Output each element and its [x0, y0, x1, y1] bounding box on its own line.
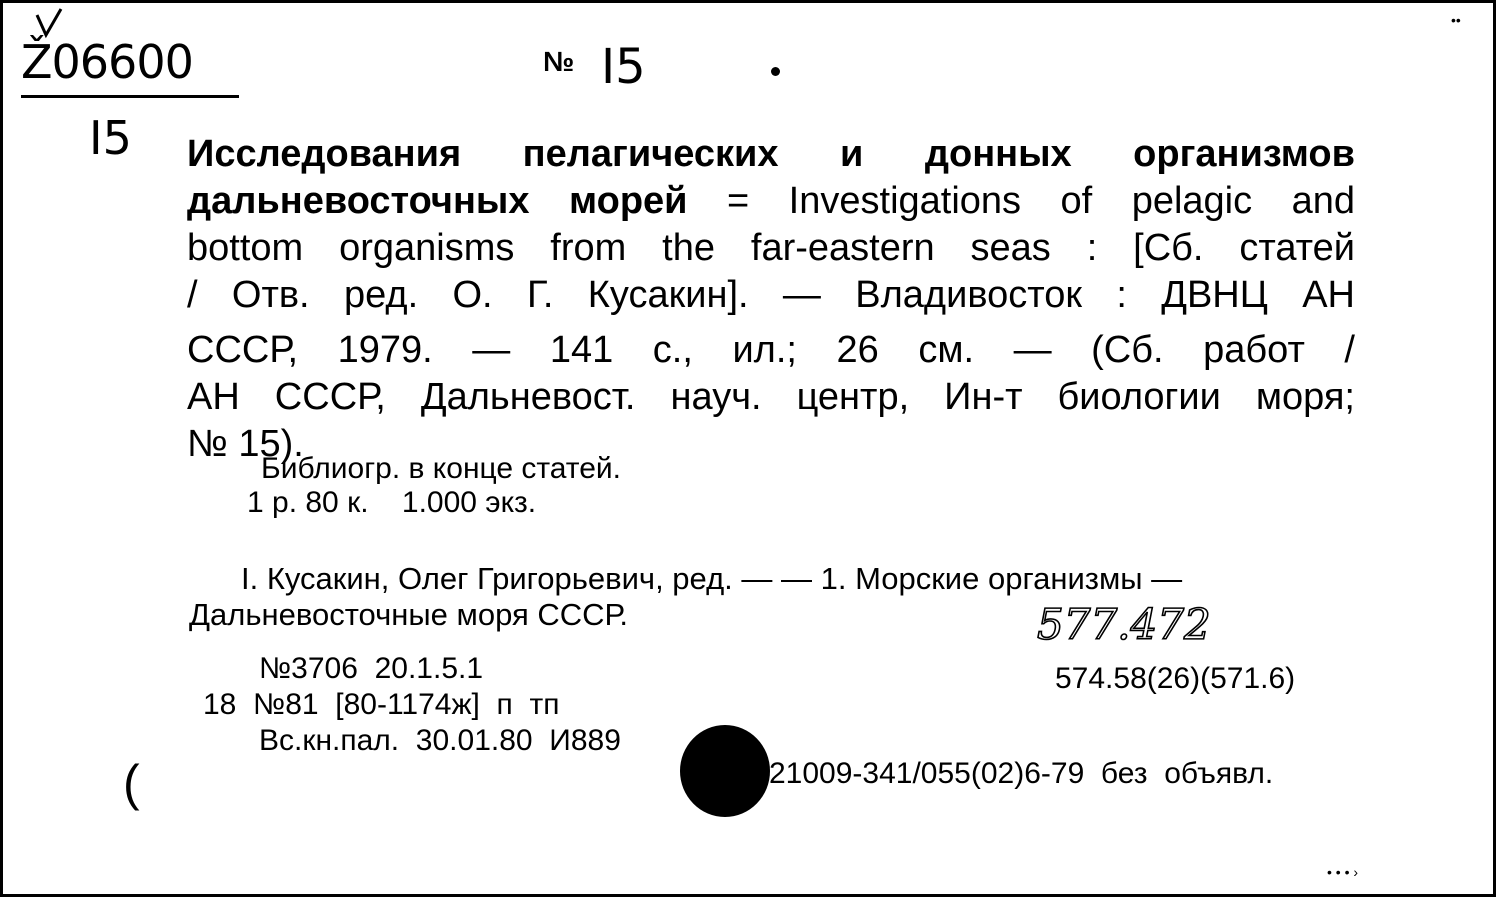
bibliography-note: Библиогр. в конце статей. [261, 452, 621, 485]
corner-mark: • • • › [1327, 864, 1359, 880]
corner-mark: •• [1451, 12, 1461, 28]
production-line: №3706 20.1.5.1 [259, 652, 484, 685]
description-line: Исследования пелагических и донных организмов [187, 133, 1355, 175]
bbk-index: 574.58(26)(571.6) [1055, 662, 1296, 695]
dot-mark [771, 67, 780, 76]
publication-code: 21009-341/055(02)6-79 без объявл. [769, 757, 1274, 790]
production-data [203, 651, 621, 759]
description-line: АН СССР, Дальневост. науч. центр, Ин-т биологии моря; [187, 376, 1355, 418]
subject-line: I. Кусакин, Олег Григорьевич, ред. — — 1. Морские организмы — [241, 561, 1183, 596]
production-line: Вс.кн.пал. 30.01.80 И889 [259, 724, 621, 757]
production-line: 18 №81 [80-1174ж] п тп [203, 688, 560, 721]
description-line: дальневосточных морей = Investigations of pelagic and [187, 180, 1355, 222]
price-copies: 1 р. 80 к. 1.000 экз. [247, 486, 537, 519]
description-line: bottom organisms from the far-eastern seas : [Сб. статей [187, 227, 1355, 269]
parenthesis-mark: ( [123, 755, 140, 811]
bibliographic-description [187, 131, 1355, 468]
handwritten-classification [1033, 599, 1233, 651]
shelf-mark: I5 [89, 111, 132, 165]
description-line: / Отв. ред. О. Г. Кусакин]. — Владивосток : ДВНЦ АН [187, 274, 1355, 316]
subject-line: Дальневосточные моря СССР. [189, 597, 628, 632]
number-sign: № [543, 46, 575, 77]
ink-blot [680, 725, 770, 817]
svg-text:577.472: 577.472 [1037, 600, 1211, 649]
description-line: № 15). [187, 423, 304, 465]
accession-number: Ž06600 [21, 35, 193, 89]
notes [247, 452, 621, 520]
description-line: СССР, 1979. — 141 с., ил.; 26 см. — (Сб. работ / [187, 329, 1355, 371]
accession-underline [21, 95, 239, 98]
card-number: I5 [601, 39, 646, 95]
